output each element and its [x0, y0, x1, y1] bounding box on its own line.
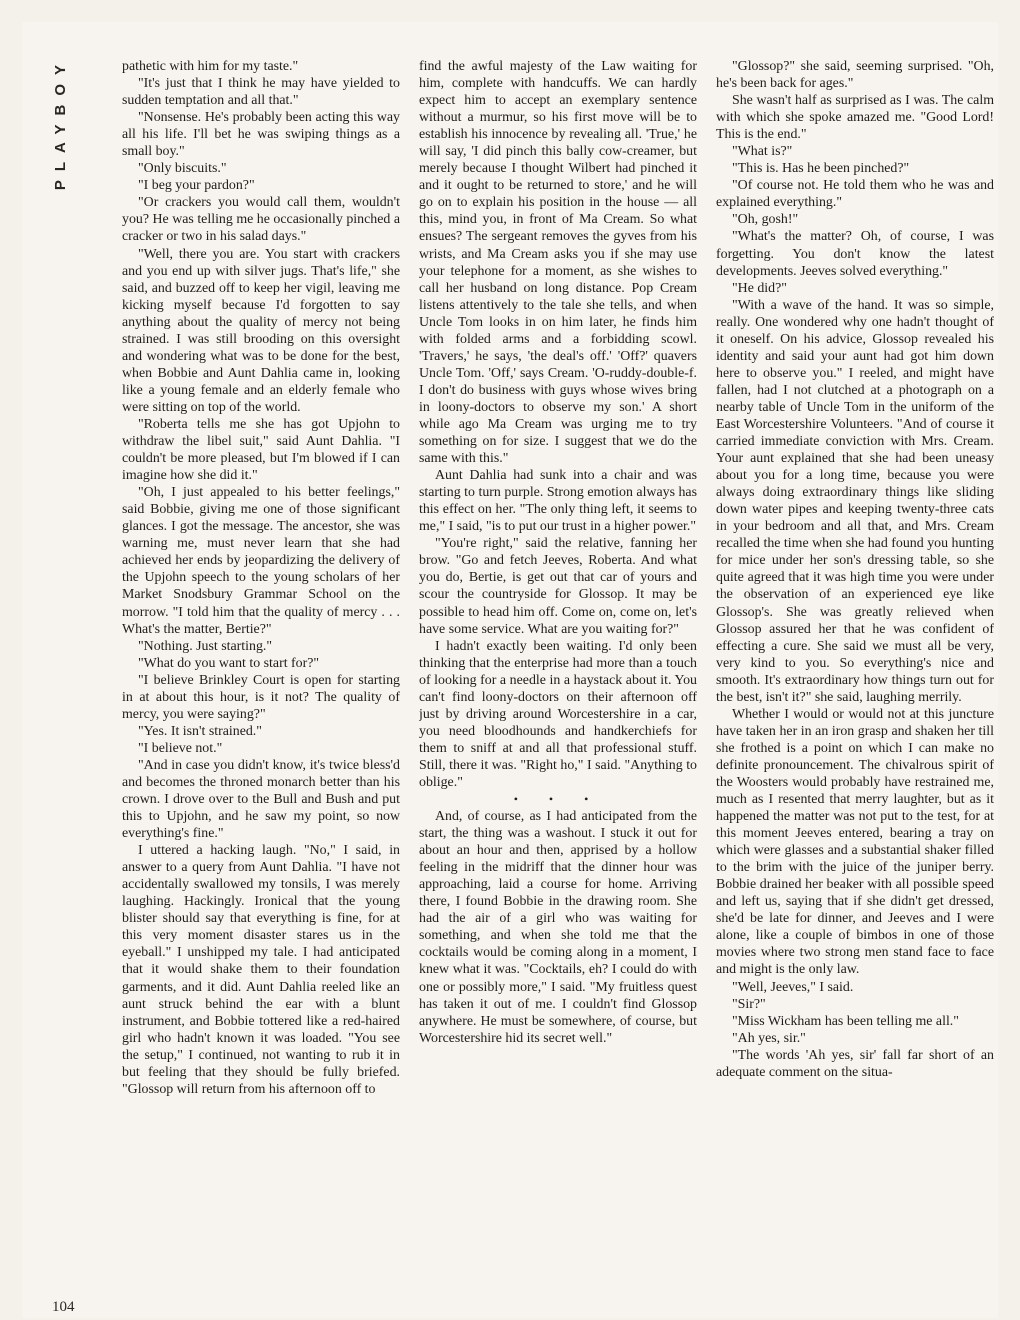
- paragraph: "Nothing. Just starting.": [138, 638, 273, 654]
- paragraph: "What's the matter? Oh, of course, I was forgetting. You don't know the latest developments. Jeeves solved everything.": [716, 229, 994, 279]
- paragraph: I hadn't exactly been waiting. I'd only been thinking that the enterprise had more than a touch of looking for a needle in a haystack about it. You can't find loony-doctors on their afternoon off just by driving around Worcestershire in a car, you need bloodhounds and handkerchiefs for them to sniff at and all that professional stuff. Still, there it was. "Right ho," I said. "Anything to oblige.": [419, 638, 697, 790]
- paragraph: "Yes. It isn't strained.": [138, 723, 262, 739]
- paragraph: "I beg your pardon?": [138, 178, 255, 194]
- page-number: 104: [52, 1299, 75, 1315]
- paragraph: "He did?": [732, 280, 787, 296]
- section-break: • • •: [513, 792, 603, 807]
- paragraph: "I believe not.": [138, 740, 223, 756]
- paragraph: Whether I would or would not at this juncture have taken her in an iron grasp and shaken her till she frothed is a point on which I can make no definite pronouncement. The chivalrous spirit of the Woosters would probably have restrained me, much as I resented that merry laughter, but as it happened the matter was not put to the test, for at this moment Jeeves entered, bearing a tray on which were glasses and a substantial shaker filled to the brim with the juice of the juniper berry. Bobbie drained her beaker with all possible speed and left us, saying that if she didn't get dressed, she'd be late for dinner, and Jeeves and I were alone, like a couple of bimbos in one of those movies where two strong men stand face to face and might is the only law.: [716, 706, 994, 978]
- paragraph: "Oh, gosh!": [732, 212, 799, 228]
- paragraph: "Sir?": [732, 996, 766, 1012]
- paragraph: "Well, Jeeves," I said.: [732, 979, 854, 995]
- paragraph: "Well, there you are. You start with crackers and you end up with silver jugs. That's life," she said, and buzzed off to keep her vigil, leaving me kicking myself because I'd forgotten to say anything about the quality of mercy not being strained. I was still brooding on this oversight and wondering what was to be done for the best, when Bobbie and Aunt Dahlia came in, looking like a young female and an elderly female who were sitting on top of the world.: [122, 246, 400, 415]
- paragraph: And, of course, as I had anticipated from the start, the thing was a washout. I stuck it out for about an hour and then, apprised by a hollow feeling in the midriff that the dinner hour was approaching, laid a course for home. Arriving there, I found Bobbie in the drawing room. She had the air of a girl who was waiting for something, and when she told me that the cocktails would be coming along in a moment, I knew what it was. "Cocktails, eh? I could do with one or possibly more," I said. "My fruitless quest has taken it out of me. I couldn't find Glossop anywhere. He must be somewhere, of course, but Worcestershire hid its secret well.": [419, 809, 697, 1046]
- paragraph: "Nonsense. He's probably been acting this way all his life. I'll bet he was swiping things as a small boy.": [122, 110, 400, 160]
- text-column-1: [122, 58, 400, 1303]
- paragraph: "What do you want to start for?": [138, 655, 320, 671]
- paragraph: "With a wave of the hand. It was so simple, really. One wondered why one hadn't thought of it oneself. On his advice, Glossop revealed his identity and said your aunt had got him down here to observe you." I reeled, and might have fallen, had I not clutched at a photograph on a nearby table of Uncle Tom in the uniform of the East Worcestershire Volunteers. "And of course it carried immediate conviction with Mrs. Cream. Your aunt explained that she had been uneasy about you for a long time, because you were always doing extraordinary things like sliding down water pipes and keeping twenty-three cats in your bedroom and all that, and Mrs. Cream recalled the time when she had found you hunting for mice under her son's dressing table, so she quite agreed that it was high time you were under the observation of an experienced eye like Glossop's. She was greatly relieved when Glossop assured her that he was confident of effecting a cure. She said we must all be very, very kind to you. So everything's nice and smooth. It's extraordinary how things turn out for the best, isn't it?" she said, laughing merrily.: [716, 297, 994, 705]
- paragraph: "What is?": [732, 144, 793, 160]
- paragraph: "Of course not. He told them who he was and explained everything.": [716, 178, 994, 211]
- paragraph: Aunt Dahlia had sunk into a chair and was starting to turn purple. Strong emotion always has this effect on her. "The only thing left, it seems to me," I said, "is to put our trust in a higher power.": [419, 468, 697, 535]
- paragraph: "This is. Has he been pinched?": [732, 161, 910, 177]
- magazine-masthead: PLAYBOY: [52, 56, 69, 191]
- paragraph: She wasn't half as surprised as I was. The calm with which she spoke amazed me. "Good Lord! This is the end.": [716, 93, 994, 143]
- paragraph: "Roberta tells me she has got Upjohn to withdraw the libel suit," said Aunt Dahlia. "I couldn't be more pleased, but I'm blowed if I can imagine how she did it.": [122, 416, 400, 484]
- magazine-page: [22, 22, 998, 1318]
- paragraph: "Or crackers you would call them, wouldn't you? He was telling me he occasionally pinched a cracker or two in his salad days.": [122, 195, 400, 245]
- paragraph: "The words 'Ah yes, sir' fall far short of an adequate comment on the situa-: [716, 1047, 994, 1080]
- paragraph: "Glossop?" she said, seeming surprised. "Oh, he's been back for ages.": [716, 59, 994, 92]
- text-column-3: [716, 58, 994, 1303]
- paragraph: "Ah yes, sir.": [732, 1030, 806, 1046]
- paragraph: I uttered a hacking laugh. "No," I said, in answer to a query from Aunt Dahlia. "I have not accidentally swallowed my tonsils, I was merely laughing. Hackingly. Ironical that the young blister should say that everything is fine, for at this very moment disaster stares us in the eyeball." I unshipped my tale. I had anticipated that it would shake them to their foundation garments, and it did. Aunt Dahlia reeled like an aunt struck behind the ear with a blunt instrument, and Bobbie tottered like a red-haired girl who hadn't known it was loaded. "You see the setup," I continued, not wanting to rub it in but feeling that they should be fully briefed. "Glossop will return from his afternoon off to: [122, 843, 400, 1097]
- paragraph: "You're right," said the relative, fanning her brow. "Go and fetch Jeeves, Roberta. And what you do, Bertie, is get out that car of yours and scour the countryside for Glossop. It may be possible to head him off. Come on, come on, let's have some service. What are you waiting for?": [419, 536, 697, 637]
- paragraph: "And in case you didn't know, it's twice bless'd and becomes the throned monarch better than his crown. I drove over to the Bull and Bush and put this to Upjohn, and he saw my point, so now everything's fine.": [122, 757, 400, 842]
- paragraph: "Oh, I just appealed to his better feelings," said Bobbie, giving me one of those significant glances. I got the message. The ancestor, she was warning me, must never learn that she had achieved her ends by jeopardizing the delivery of the Upjohn speech to the young scholars of her Market Snodsbury Grammar School on the morrow. "I told him that the quality of mercy . . . What's the matter, Bertie?": [122, 485, 400, 637]
- paragraph: "It's just that I think he may have yielded to sudden temptation and all that.": [122, 76, 400, 109]
- paragraph: "Miss Wickham has been telling me all.": [732, 1013, 959, 1029]
- paragraph: find the awful majesty of the Law waiting for him, complete with handcuffs. We can hardly expect him to accept an exemplary sentence without a murmur, so his first move will be to establish his innocence by revealing all. 'True,' he will say, 'I did pinch this bally cow-creamer, but merely because I thought Wilbert had pinched it and it ought to be returned to store,' and he will go on to explain his position in the house — all this, mind you, in front of Ma Cream. So what ensues? The sergeant removes the gyves from his wrists, and Ma Cream asks you if she may use your telephone for a moment, as she wishes to call her husband on long distance. Pop Cream listens attentively to the tale she tells, and when Uncle Tom looks in on him later, he finds him with folded arms and a forbidding scowl. 'Travers,' he says, 'the deal's off.' 'Off?' quavers Uncle Tom. 'Off,' says Cream. 'O-ruddy-double-f. I don't do business with guys whose wives bring in loony-doctors to observe my son.' A short while ago Ma Cream was urging me to try something on for size. I suggest that we do the same with this.": [419, 59, 697, 467]
- paragraph: "Only biscuits.": [138, 161, 227, 177]
- paragraph: "I believe Brinkley Court is open for starting in at about this hour, is it not? The quality of mercy, you were saying?": [122, 672, 400, 722]
- paragraph: pathetic with him for my taste.": [122, 59, 299, 74]
- text-column-2: [419, 58, 697, 1303]
